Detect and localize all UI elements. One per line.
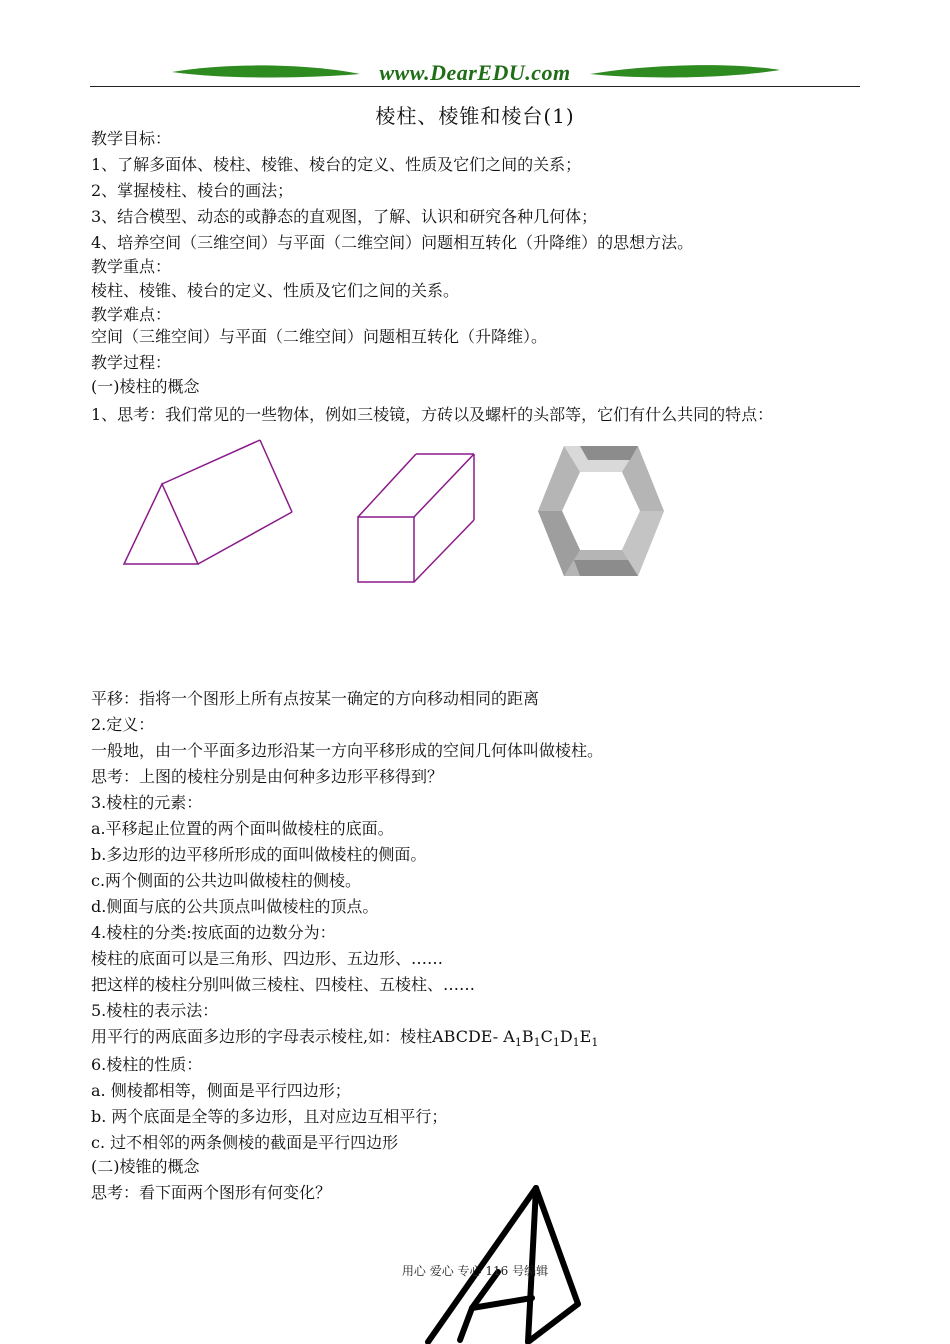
text-line: 1、思考：我们常见的一些物体，例如三棱镜，方砖以及螺杆的头部等，它们有什么共同的特点：	[91, 405, 774, 424]
notation-prefix: 用平行的两底面多边形的字母表示棱柱,如：棱柱ABCDE-	[91, 1027, 504, 1046]
text-line: 教学难点：	[91, 305, 172, 324]
text-line: a. 侧棱都相等，侧面是平行四边形；	[91, 1081, 351, 1100]
text-line: (二)棱锥的概念	[91, 1157, 200, 1176]
notation-subscript: 1	[533, 1036, 541, 1049]
text-line: 教学目标：	[91, 129, 172, 148]
text-line: 思考：看下面两个图形有何变化？	[91, 1183, 332, 1202]
text-line: 2.定义：	[91, 715, 155, 734]
hexagonal-nut-figure	[534, 442, 668, 580]
text-line: 空间（三维空间）与平面（二维空间）问题相互转化（升降维）。	[91, 327, 548, 346]
text-line: a.平移起止位置的两个面叫做棱柱的底面。	[91, 819, 394, 838]
text-line: b. 两个底面是全等的多边形，且对应边互相平行；	[91, 1107, 448, 1126]
text-line: 一般地，由一个平面多边形沿某一方向平移形成的空间几何体叫做棱柱。	[91, 741, 604, 760]
notation-subscript: 1	[591, 1036, 599, 1049]
header-rule	[90, 86, 860, 87]
text-line: 平移：指将一个图形上所有点按某一确定的方向移动相同的距离	[91, 689, 540, 708]
text-line: 3、结合模型、动态的或静态的直观图，了解、认识和研究各种几何体；	[91, 207, 598, 226]
page-title: 棱柱、棱锥和棱台(1)	[375, 104, 575, 128]
notation-letter: D	[559, 1027, 573, 1046]
text-line: (一)棱柱的概念	[91, 377, 200, 396]
text-line: 棱柱、棱锥、棱台的定义、性质及它们之间的关系。	[91, 281, 460, 300]
text-line: 4、培养空间（三维空间）与平面（二维空间）问题相互转化（升降维）的思想方法。	[91, 233, 694, 252]
text-line: d.侧面与底的公共顶点叫做棱柱的顶点。	[91, 897, 379, 916]
text-line: c.两个侧面的公共边叫做棱柱的侧棱。	[91, 871, 362, 890]
text-line: b.多边形的边平移所形成的面叫做棱柱的侧面。	[91, 845, 427, 864]
text-line: c. 过不相邻的两条侧棱的截面是平行四边形	[91, 1133, 399, 1152]
page-footer: 用心 爱心 专心 116 号编辑	[401, 1264, 549, 1278]
text-line: 5.棱柱的表示法：	[91, 1001, 219, 1020]
notation-subscript: 1	[572, 1036, 580, 1049]
text-line: 棱柱的底面可以是三角形、四边形、五边形、……	[91, 949, 444, 968]
triangular-prism-figure	[120, 436, 296, 570]
notation-letter: B	[521, 1027, 534, 1046]
notation-line	[91, 1026, 598, 1054]
text-line: 教学重点：	[91, 257, 172, 276]
notation-letter: C	[540, 1027, 553, 1046]
notation-letter: A	[503, 1027, 515, 1046]
text-line: 把这样的棱柱分别叫做三棱柱、四棱柱、五棱柱、……	[91, 975, 476, 994]
text-line: 4.棱柱的分类:按底面的边数分为：	[91, 923, 336, 942]
text-line: 1、了解多面体、棱柱、棱锥、棱台的定义、性质及它们之间的关系；	[91, 155, 582, 174]
text-line: 6.棱柱的性质：	[91, 1055, 203, 1074]
text-line: 2、掌握棱柱、棱台的画法；	[91, 181, 294, 200]
text-line: 教学过程：	[91, 353, 172, 372]
text-line: 思考：上图的棱柱分别是由何种多边形平移得到？	[91, 767, 444, 786]
notation-letter: E	[579, 1027, 592, 1046]
notation-subscript: 1	[514, 1036, 522, 1049]
text-line: 3.棱柱的元素：	[91, 793, 203, 812]
site-url[interactable]: www.DearEDU.com	[379, 60, 571, 85]
box-prism-figure	[354, 450, 478, 586]
notation-subscript: 1	[552, 1036, 560, 1049]
